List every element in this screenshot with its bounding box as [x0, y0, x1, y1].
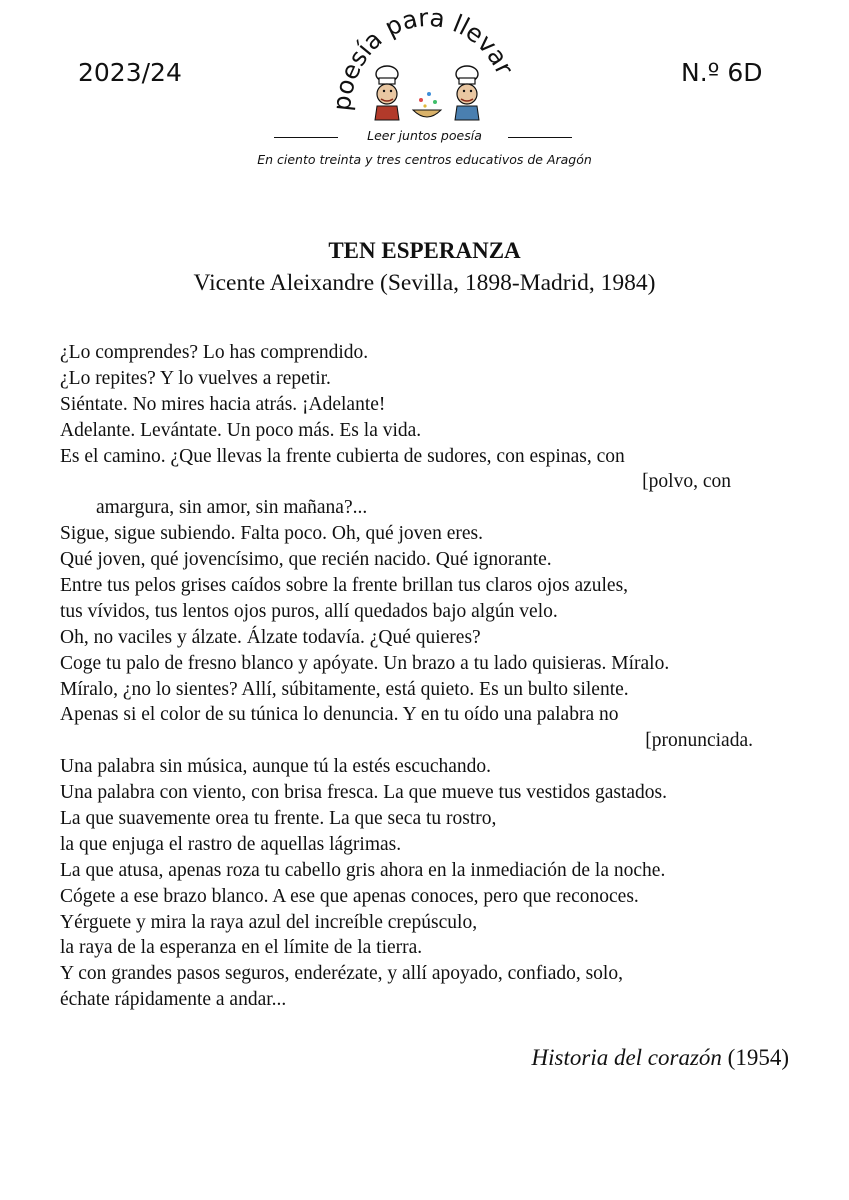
poesia-para-llevar-logo	[325, 2, 525, 130]
poem-line: Míralo, ¿no lo sientes? Allí, súbitamente, está quieto. Es un bulto silente.	[60, 678, 629, 700]
poem-line: Sigue, sigue subiendo. Falta poco. Oh, qué joven eres.	[60, 523, 483, 545]
poem-line: Entre tus pelos grises caídos sobre la frente brillan tus claros ojos azules,	[60, 575, 629, 597]
subline: En ciento treinta y tres centros educativos de Aragón	[257, 152, 592, 167]
poem-line: la raya de la esperanza en el límite de la tierra.	[60, 937, 423, 959]
left-chef-icon	[375, 66, 399, 120]
logo-arc-text	[327, 3, 520, 112]
issue-number: N.º 6D	[681, 58, 763, 87]
poem-source	[532, 1045, 789, 1071]
poem-line: Oh, no vaciles y álzate. Álzate todavía. ¿Qué quieres?	[60, 626, 481, 648]
poem-line: amargura, sin amor, sin mañana?...	[96, 497, 368, 519]
poem-line: Qué joven, qué jovencísimo, que recién nacido. Qué ignorante.	[60, 549, 552, 571]
school-year: 2023/24	[78, 58, 182, 87]
poem-line-continuation: [polvo, con	[642, 471, 731, 493]
poem-line: Yérguete y mira la raya azul del increíble crepúsculo,	[60, 911, 478, 933]
poetry-bowl-icon	[413, 92, 441, 117]
poem-line: tus vívidos, tus lentos ojos puros, allí quedados bajo algún velo.	[60, 600, 558, 622]
poem-line: Apenas si el color de su túnica lo denuncia. Y en tu oído una palabra no	[60, 704, 619, 726]
poem-line: Una palabra con viento, con brisa fresca. La que mueve tus vestidos gastados.	[60, 782, 668, 804]
poem-line: Una palabra sin música, aunque tú la estés escuchando.	[60, 756, 492, 778]
logo-arc-textpath: poesía para llevar	[326, 2, 520, 113]
tagline: Leer juntos poesía	[367, 128, 482, 143]
poem-line: Coge tu palo de fresno blanco y apóyate. Un brazo a tu lado quisieras. Míralo.	[60, 652, 670, 674]
poem-body	[60, 340, 795, 1013]
poem-line: La que suavemente orea tu frente. La que seca tu rostro,	[60, 808, 497, 830]
poem-line: Y con grandes pasos seguros, enderézate, y allí apoyado, confiado, solo,	[60, 963, 623, 985]
poem-line: ¿Lo repites? Y lo vuelves a repetir.	[60, 367, 331, 389]
poem-line: échate rápidamente a andar...	[60, 989, 287, 1011]
poem-line: La que atusa, apenas roza tu cabello gris ahora en la inmediación de la noche.	[60, 859, 666, 881]
poem-line: la que enjuga el rastro de aquellas lágrimas.	[60, 833, 402, 855]
poem-line: ¿Lo comprendes? Lo has comprendido.	[60, 342, 369, 363]
poem-line: Cógete a ese brazo blanco. A ese que apenas conoces, pero que reconoces.	[60, 885, 639, 907]
poem-line-continuation: [pronunciada.	[645, 730, 753, 752]
poem-line: Siéntate. No mires hacia atrás. ¡Adelante!	[60, 393, 386, 415]
right-chef-icon	[455, 66, 479, 120]
source-book-title: Historia del corazón	[531, 1045, 722, 1070]
source-year: (1954)	[727, 1045, 789, 1070]
poem-title: TEN ESPERANZA	[328, 238, 521, 263]
poem-line: Adelante. Levántate. Un poco más. Es la vida.	[60, 419, 422, 441]
poem-author: Vicente Aleixandre (Sevilla, 1898-Madrid, 1984)	[193, 270, 656, 296]
poem-line: Es el camino. ¿Que llevas la frente cubierta de sudores, con espinas, con	[60, 445, 625, 467]
